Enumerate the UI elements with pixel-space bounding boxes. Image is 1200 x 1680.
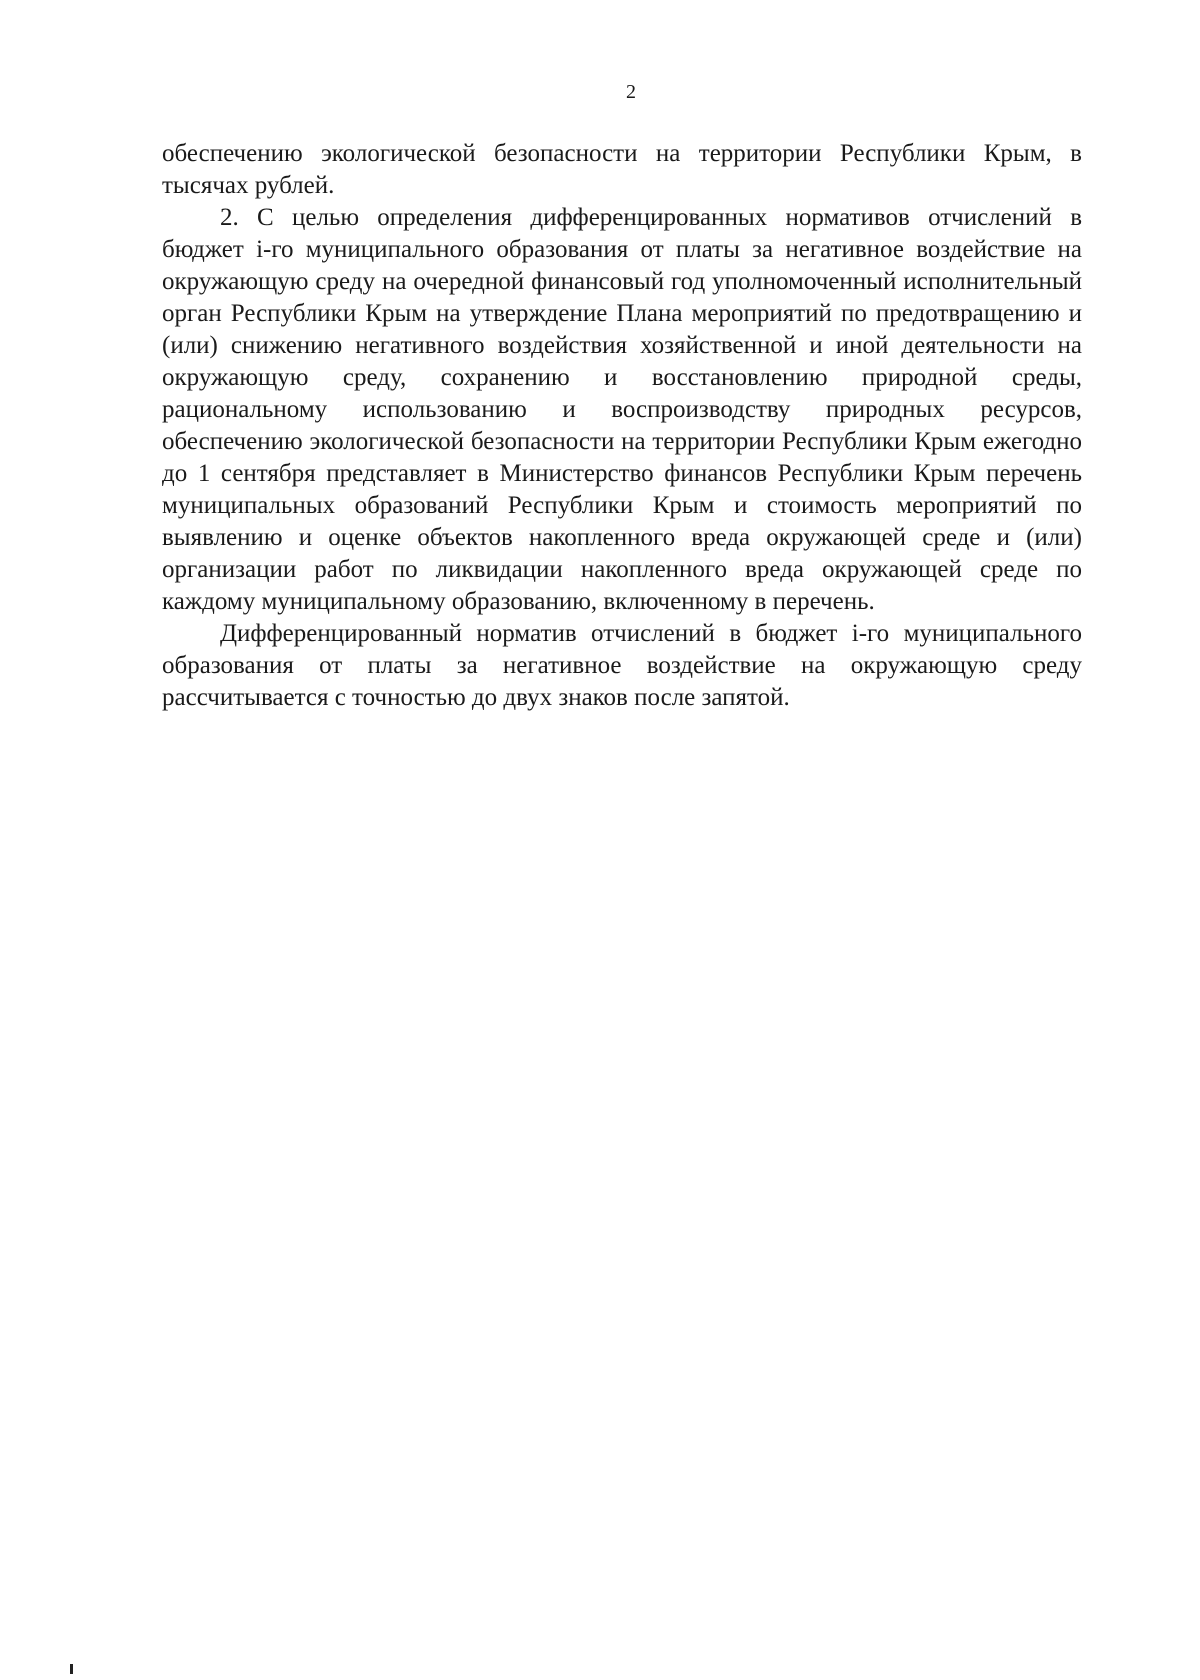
paragraph-continuation: обеспечению экологической безопасности на территории Республики Крым, в тысячах рублей. bbox=[162, 140, 1082, 199]
scan-artifact-mark bbox=[70, 1664, 73, 1674]
page-number: 2 bbox=[626, 81, 636, 103]
document-body bbox=[162, 138, 1082, 714]
paragraph-item-2: 2. С целью определения дифференцированных нормативов отчислений в бюджет і-го муниципального образования от платы за негативное воздействие на окружающую среду на очередной финансовый год уполномоченный исполнительный орган Республики Крым на утверждение Плана мероприятий по предотвращению и (или) снижению негативного воздействия хозяйственной и иной деятельности на окружающую среду, сохранению и восстановлению природной среды, рациональному использованию и воспроизводству природных ресурсов, обеспечению экологической безопасности на территории Республики Крым ежегодно до 1 сентября представляет в Министерство финансов Республики Крым перечень муниципальных образований Республики Крым и стоимость мероприятий по выявлению и оценке объектов накопленного вреда окружающей среде и (или) организации работ по ликвидации накопленного вреда окружающей среде по каждому муниципальному образованию, включенному в перечень. bbox=[162, 204, 1082, 615]
paragraph-normative: Дифференцированный норматив отчислений в бюджет і-го муниципального образования от платы за негативное воздействие на окружающую среду рассчитывается с точностью до двух знаков после запятой. bbox=[162, 620, 1082, 711]
